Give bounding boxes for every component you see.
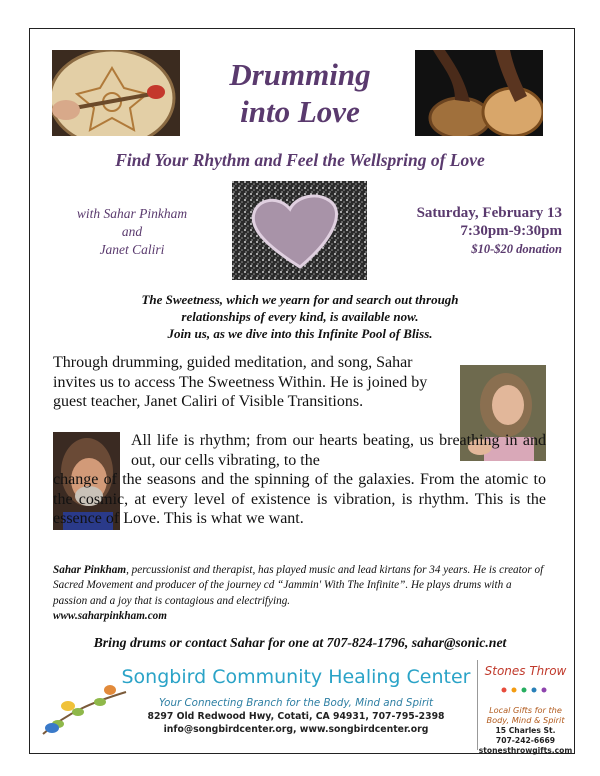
title-line-1: Drumming — [229, 57, 371, 92]
event-date: Saturday, February 13 — [416, 205, 562, 221]
stones-street: 15 Charles St. — [495, 726, 556, 735]
bio-text: , percussionist and therapist, has played music and lead kirtans for 34 years. He is creator of Sacred Movement and producer of the journey cd “Jammin' With The Infinite”. He plays drums with a passion and a joy that is contagious and electrifying. — [53, 564, 544, 607]
paragraph-2-continued — [53, 470, 546, 529]
subtitle: Find Your Rhythm and Feel the Wellspring of Love — [115, 150, 485, 170]
stones-dots-icon — [496, 687, 556, 693]
songbird-logo — [38, 672, 128, 742]
stones-address — [478, 726, 573, 756]
bio-name: Sahar Pinkham — [53, 564, 127, 576]
host-line-2: and — [121, 224, 143, 239]
paragraph-1: Through drumming, guided meditation, and song, Sahar invites us to access The Sweetness Within. He is joined by guest teacher, Janet Caliri of Visible Transitions. — [53, 354, 428, 410]
intro-line-3: Join us, as we dive into this Infinite Pool of Bliss. — [167, 326, 433, 341]
bio-website[interactable]: www.saharpinkham.com — [53, 610, 167, 623]
stones-throw-box — [477, 660, 573, 755]
host-line-1: with Sahar Pinkham — [76, 206, 188, 221]
songbird-address: 8297 Old Redwood Hwy, Cotati, CA 94931, 707-795-2398 — [147, 711, 445, 722]
event-price: $10-$20 donation — [471, 242, 562, 256]
stones-website[interactable]: stonesthrowgifts.com — [478, 746, 573, 755]
event-details — [372, 204, 562, 258]
songbird-web[interactable]: info@songbirdcenter.org, www.songbirdcenter.org — [163, 724, 429, 735]
host-line-3: Janet Caliri — [99, 242, 165, 257]
paragraph-2-rest: change of the seasons and the spinning of the galaxies. From the atomic to the cosmic, at every level of existence is vibration, is rhythm. This is the essence of Love. This is what we want. — [53, 471, 546, 527]
songbird-footer — [36, 660, 476, 745]
stones-throw-logo: Stones Throw — [484, 664, 567, 678]
bio — [53, 563, 548, 625]
stones-tagline — [478, 705, 573, 725]
title-line-2: into Love — [240, 94, 360, 129]
page-title — [190, 56, 410, 130]
event-time: 7:30pm-9:30pm — [460, 223, 562, 239]
drum-photo-left — [52, 50, 180, 136]
paragraph-2: All life is rhythm; from our hearts beating, us breathing in and out, our cells vibrating, to the — [131, 432, 546, 469]
stones-phone: 707-242-6669 — [495, 736, 556, 745]
hosts — [52, 205, 212, 259]
intro-line-1: The Sweetness, which we yearn for and search out through — [141, 292, 459, 307]
contact-line: Bring drums or contact Sahar for one at 707-824-1796, sahar@sonic.net — [93, 635, 507, 650]
drum-photo-right — [415, 50, 543, 136]
heart-photo — [232, 181, 367, 280]
intro-line-2: relationships of every kind, is available now. — [181, 309, 419, 324]
songbird-tagline: Your Connecting Branch for the Body, Mind and Spirit — [159, 697, 433, 709]
intro-text — [40, 291, 560, 342]
songbird-name: Songbird Community Healing Center — [121, 666, 471, 688]
stones-tagline-1: Local Gifts for the — [489, 705, 562, 715]
stones-tagline-2: Body, Mind & Spirit — [486, 715, 565, 725]
